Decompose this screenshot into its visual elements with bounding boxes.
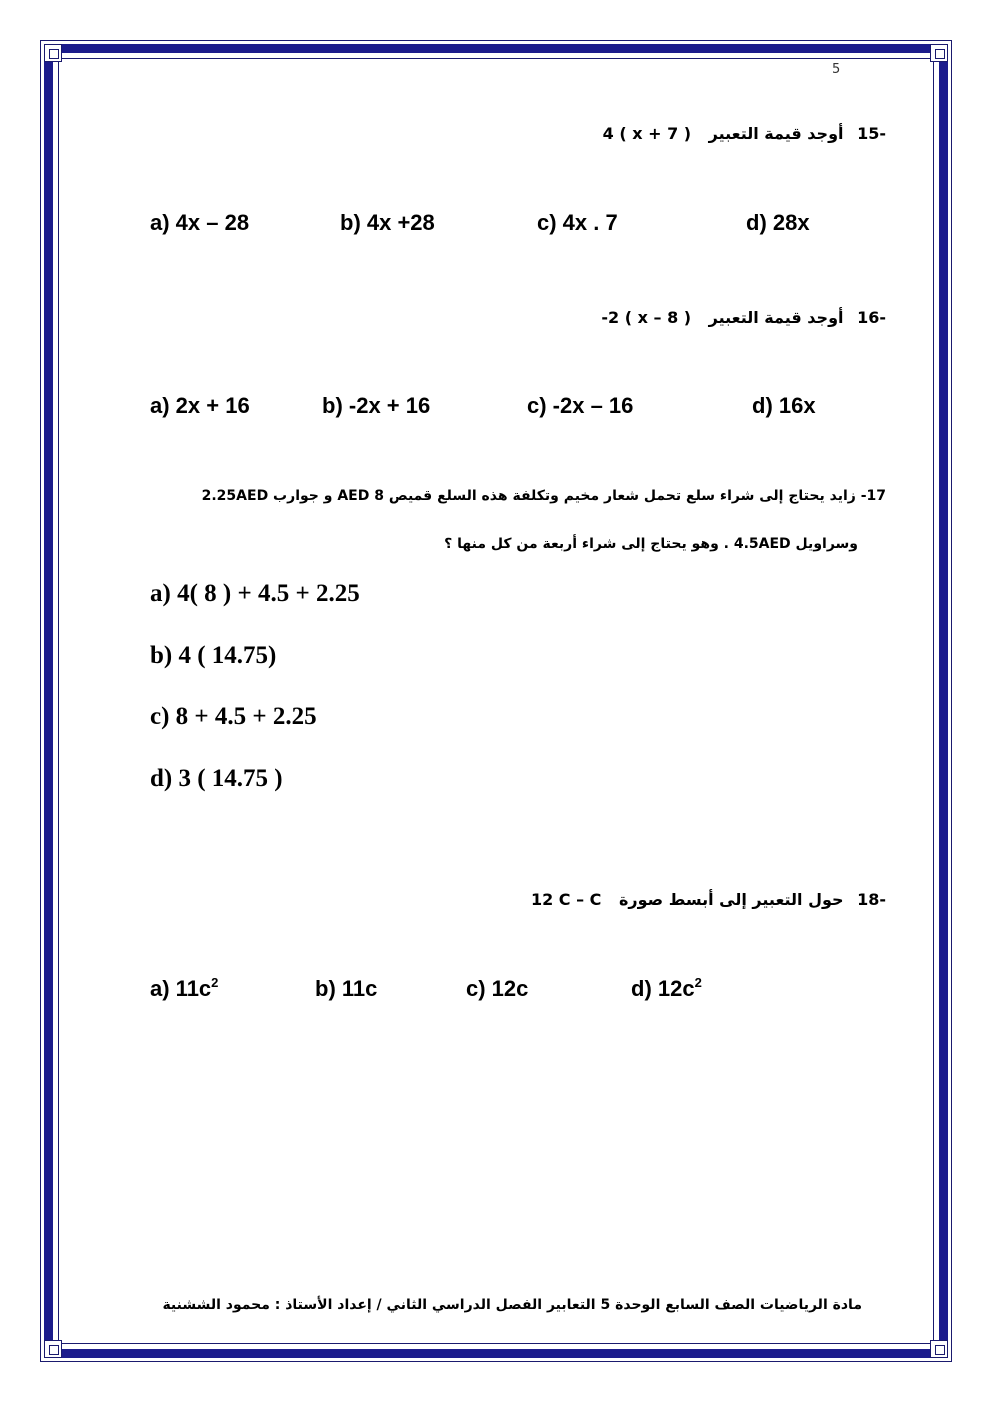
- question-18-number: 18-: [857, 890, 886, 909]
- option-c[interactable]: [466, 975, 528, 1002]
- border-corner-ornament: [44, 1340, 62, 1358]
- option-c[interactable]: c) 4x . 7: [537, 210, 618, 235]
- question-17-line-2: وسراويل 4.5AED . وهو يحتاج إلى شراء أربعة من كل منها ؟: [444, 536, 858, 552]
- question-17-option-d[interactable]: d) 3 ( 14.75 ): [150, 765, 283, 792]
- question-16-text: أوجد قيمة التعبير: [708, 308, 844, 327]
- option-d[interactable]: [631, 975, 702, 1002]
- question-15-expression: 4 ( x + 7 ): [602, 124, 692, 143]
- question-18: [531, 890, 886, 909]
- question-17-option-c[interactable]: c) 8 + 4.5 + 2.25: [150, 703, 317, 730]
- option-d-exponent: 2: [694, 975, 702, 990]
- question-16-number: 16-: [857, 308, 886, 327]
- option-a[interactable]: a) 2x + 16: [150, 393, 250, 418]
- option-d[interactable]: d) 28x: [746, 210, 810, 235]
- option-b[interactable]: [315, 975, 377, 1002]
- option-d-base: d) 12c: [631, 976, 695, 1001]
- question-15: [603, 124, 886, 143]
- option-c-base: c) 12c: [466, 976, 529, 1001]
- question-17-line-1: 17- زايد يحتاج إلى شراء سلع تحمل شعار مخيم وتكلفة هذه السلع قميص 8 AED و جوارب 2.25AED: [201, 488, 886, 504]
- question-18-text: حول التعبير إلى أبسط صورة: [618, 890, 844, 909]
- page-footer: مادة الرياضيات الصف السابع الوحدة 5 التعابير الفصل الدراسي الثاني / إعداد الأستاذ : محمود الششنية: [162, 1297, 862, 1313]
- border-corner-ornament: [44, 44, 62, 62]
- option-b[interactable]: b) -2x + 16: [322, 393, 431, 418]
- question-16: [601, 308, 886, 327]
- option-b-base: b) 11c: [315, 976, 378, 1001]
- page-border-inner: [58, 58, 934, 1344]
- question-16-expression: -2 ( x – 8 ): [601, 308, 692, 327]
- option-a-exponent: 2: [211, 975, 219, 990]
- option-d[interactable]: d) 16x: [752, 393, 816, 418]
- question-15-text: أوجد قيمة التعبير: [708, 124, 844, 143]
- border-corner-ornament: [930, 44, 948, 62]
- option-a-base: a) 11c: [150, 976, 212, 1001]
- option-c[interactable]: c) -2x – 16: [527, 393, 634, 418]
- question-17-option-b[interactable]: b) 4 ( 14.75): [150, 642, 277, 669]
- option-b[interactable]: b) 4x +28: [340, 210, 435, 235]
- page-number: 5: [832, 62, 841, 77]
- question-15-number: 15-: [857, 124, 886, 143]
- option-a[interactable]: a) 4x – 28: [150, 210, 250, 235]
- question-17-option-a[interactable]: a) 4( 8 ) + 4.5 + 2.25: [150, 580, 360, 607]
- border-corner-ornament: [930, 1340, 948, 1358]
- option-a[interactable]: [150, 975, 218, 1002]
- question-18-expression: 12 C – C: [530, 890, 602, 909]
